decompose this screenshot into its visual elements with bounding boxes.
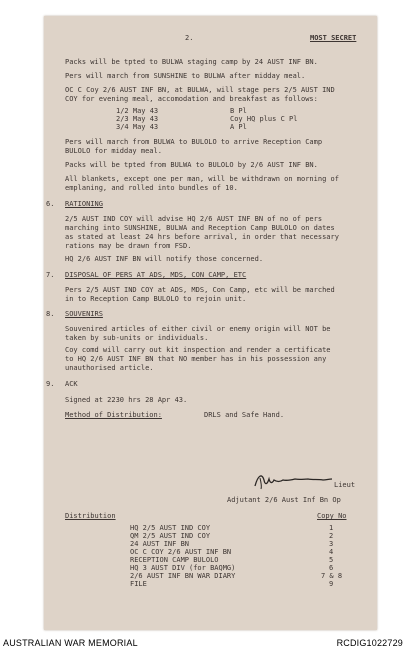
distribution-copy: 2 [329, 532, 334, 540]
signatory-title: Adjutant 2/6 Aust Inf Bn Op [227, 496, 341, 504]
text-line: unauthorised article. [65, 364, 154, 372]
schedule-date: 2/3 May 43 [116, 115, 159, 123]
handwritten-signature [252, 471, 334, 491]
schedule-unit: Coy HQ plus C Pl [230, 115, 298, 123]
section-heading: DISPOSAL OF PERS AT ADS, MDS, CON CAMP, ETC [65, 271, 247, 279]
text-line: emplaning, and rolled into bundles of 10. [65, 184, 238, 192]
distribution-copy: 5 [329, 556, 334, 564]
text-line: marching into SUNSHINE, BULWA and Reception Camp BULOLO on dates [65, 224, 335, 232]
section-number: 8. [46, 310, 55, 318]
signed-line: Signed at 2230 hrs 28 Apr 43. [65, 396, 188, 404]
text-line: Pers will march from BULWA to BULOLO to arrive Reception Camp [65, 138, 323, 146]
text-line: Packs will be tpted to BULWA staging camp by 24 AUST INF BN. [65, 58, 318, 66]
distribution-recipient: HQ 2/5 AUST IND COY [130, 524, 211, 532]
distribution-recipient: 24 AUST INF BN [130, 540, 190, 548]
section-heading: RATIONING [65, 200, 103, 208]
distribution-recipient: QM 2/5 AUST IND COY [130, 532, 211, 540]
section-number: 9. [46, 380, 55, 388]
distribution-copy: 9 [329, 580, 334, 588]
distribution-copy: 6 [329, 564, 334, 572]
text-line: BULOLO for midday meal. [65, 147, 162, 155]
text-line: COY for evening meal, accomodation and breakfast as follows: [65, 95, 318, 103]
schedule-date: 1/2 May 43 [116, 107, 159, 115]
schedule-unit: A Pl [230, 123, 247, 131]
text-line: as stated at least 24 hrs before arrival, in order that necessary [65, 233, 339, 241]
text-line: to HQ 2/6 AUST INF BN that NO member has in his possession any [65, 355, 327, 363]
method-value: DRLS and Safe Hand. [204, 411, 285, 419]
distribution-recipient: OC C COY 2/6 AUST INF BN [130, 548, 232, 556]
signatory-rank: Lieut [334, 481, 356, 489]
distribution-copy: 1 [329, 524, 334, 532]
page-number: 2. [185, 34, 194, 42]
distribution-recipient: HQ 3 AUST DIV (for BAQMG) [130, 564, 236, 572]
distribution-copy: 3 [329, 540, 334, 548]
section-heading: SOUVENIRS [65, 310, 103, 318]
schedule-unit: B Pl [230, 107, 247, 115]
distribution-copy: 4 [329, 548, 334, 556]
text-line: All blankets, except one per man, will be withdrawn on morning of [65, 175, 339, 183]
text-line: taken by sub-units or individuals. [65, 334, 209, 342]
section-heading: ACK [65, 380, 78, 388]
text-line: Pers 2/5 AUST IND COY at ADS, MDS, Con Camp, etc will be marched [65, 286, 335, 294]
distribution-recipient: 2/6 AUST INF BN WAR DIARY [130, 572, 236, 580]
text-line: Souvenired articles of either civil or enemy origin will NOT be [65, 325, 331, 333]
text-line: rations may be drawn from FSD. [65, 242, 192, 250]
method-label: Method of Distribution: [65, 411, 162, 419]
text-line: OC C Coy 2/6 AUST INF BN, at BULWA, will stage pers 2/5 AUST IND [65, 86, 335, 94]
text-line: Pers will march from SUNSHINE to BULWA after midday meal. [65, 72, 306, 80]
section-number: 6. [46, 200, 55, 208]
text-line: in to Reception Camp BULOLO to rejoin unit. [65, 295, 247, 303]
schedule-date: 3/4 May 43 [116, 123, 159, 131]
distribution-copy: 7 & 8 [321, 572, 343, 580]
classification-label: MOST SECRET [310, 34, 357, 42]
archive-credit: AUSTRALIAN WAR MEMORIAL [3, 638, 138, 648]
text-line: HQ 2/6 AUST INF BN will notify those concerned. [65, 255, 264, 263]
distribution-recipient: FILE [130, 580, 147, 588]
copy-number-header: Copy No [317, 512, 347, 520]
text-line: Packs will be tpted from BULWA to BULOLO by 2/6 AUST INF BN. [65, 161, 318, 169]
distribution-header: Distribution [65, 512, 116, 520]
text-line: 2/5 AUST IND COY will advise HQ 2/6 AUST INF BN of no of pers [65, 215, 323, 223]
distribution-recipient: RECEPTION CAMP BULOLO [130, 556, 219, 564]
text-line: Coy comd will carry out kit inspection and render a certificate [65, 346, 331, 354]
section-number: 7. [46, 271, 55, 279]
record-id: RCDIG1022729 [336, 638, 403, 648]
document-page [44, 16, 377, 630]
